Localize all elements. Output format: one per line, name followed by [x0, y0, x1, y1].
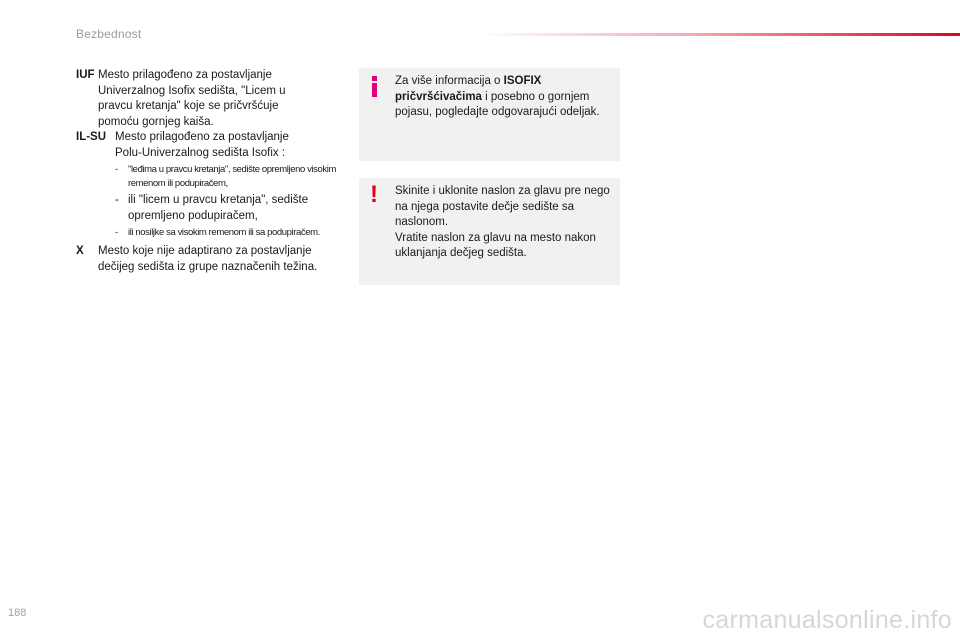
list-item — [115, 193, 348, 224]
definitions-column — [76, 68, 348, 275]
page-number: 188 — [8, 607, 27, 619]
definition-line: Mesto koje nije adaptirano za postavljanje — [98, 245, 312, 257]
term-ilsu: IL-SU — [76, 131, 107, 143]
definition-line: dečijeg sedišta iz grupe naznačenih težina. — [98, 260, 318, 273]
term-x: X — [76, 245, 84, 257]
list-dash: - — [115, 227, 118, 238]
definition-iuf-text — [76, 68, 348, 130]
list-item — [115, 163, 348, 191]
info-text — [395, 74, 611, 121]
definition-line: Mesto prilagođeno za postavljanje — [115, 131, 289, 143]
info-text-before: Za više informacija o — [395, 75, 504, 87]
term-iuf: IUF — [76, 69, 95, 81]
info-icon — [367, 74, 381, 97]
list-item-text: ili nosiljke sa visokim remenom ili sa podupiračem. — [128, 227, 320, 238]
list-dash: - — [115, 164, 118, 175]
list-item — [115, 226, 348, 240]
list-dash: - — [115, 194, 119, 206]
definition-line: Univerzalnog Isofix sedišta, "Licem u — [98, 84, 286, 97]
definition-line: pravcu kretanja" koje se pričvršćuje — [98, 100, 279, 112]
definition-iuf — [76, 68, 348, 130]
warning-icon: ! — [370, 181, 378, 208]
list-item-text: "leđima u pravcu kretanja", sedište opremljeno visokim remenom ili podupiračem, — [128, 164, 336, 189]
list-item-text: ili "licem u pravcu kretanja", sedište opremljeno podupiračem, — [128, 194, 309, 222]
info-box — [359, 68, 620, 161]
definition-line: Polu-Univerzalnog sedišta Isofix : — [115, 146, 286, 159]
definition-ilsu — [76, 130, 348, 240]
info-text-bold: ISOFIX pričvršćivačima — [395, 75, 542, 103]
warning-text — [395, 184, 611, 262]
ilsu-options-list — [76, 163, 348, 240]
definition-line: Mesto prilagođeno za postavljanje — [98, 69, 272, 81]
info-text-after: i posebno o gornjem pojasu, pogledajte odgovarajući odeljak. — [395, 90, 600, 118]
header-rule — [480, 33, 960, 36]
watermark[interactable]: carmanualsonline.info — [702, 606, 952, 634]
section-title: Bezbednost — [76, 27, 142, 41]
definition-x-text — [76, 244, 348, 275]
warning-box — [359, 178, 620, 285]
warning-line: Vratite naslon za glavu na mesto nakon uklanjanja dečjeg sedišta. — [395, 231, 596, 259]
definition-ilsu-text — [76, 130, 348, 161]
warning-line: Skinite i uklonite naslon za glavu pre nego na njega postavite dečje sedište sa naslonom. — [395, 185, 610, 228]
definition-x — [76, 244, 348, 275]
definition-line: pomoću gornjeg kaiša. — [98, 115, 214, 128]
